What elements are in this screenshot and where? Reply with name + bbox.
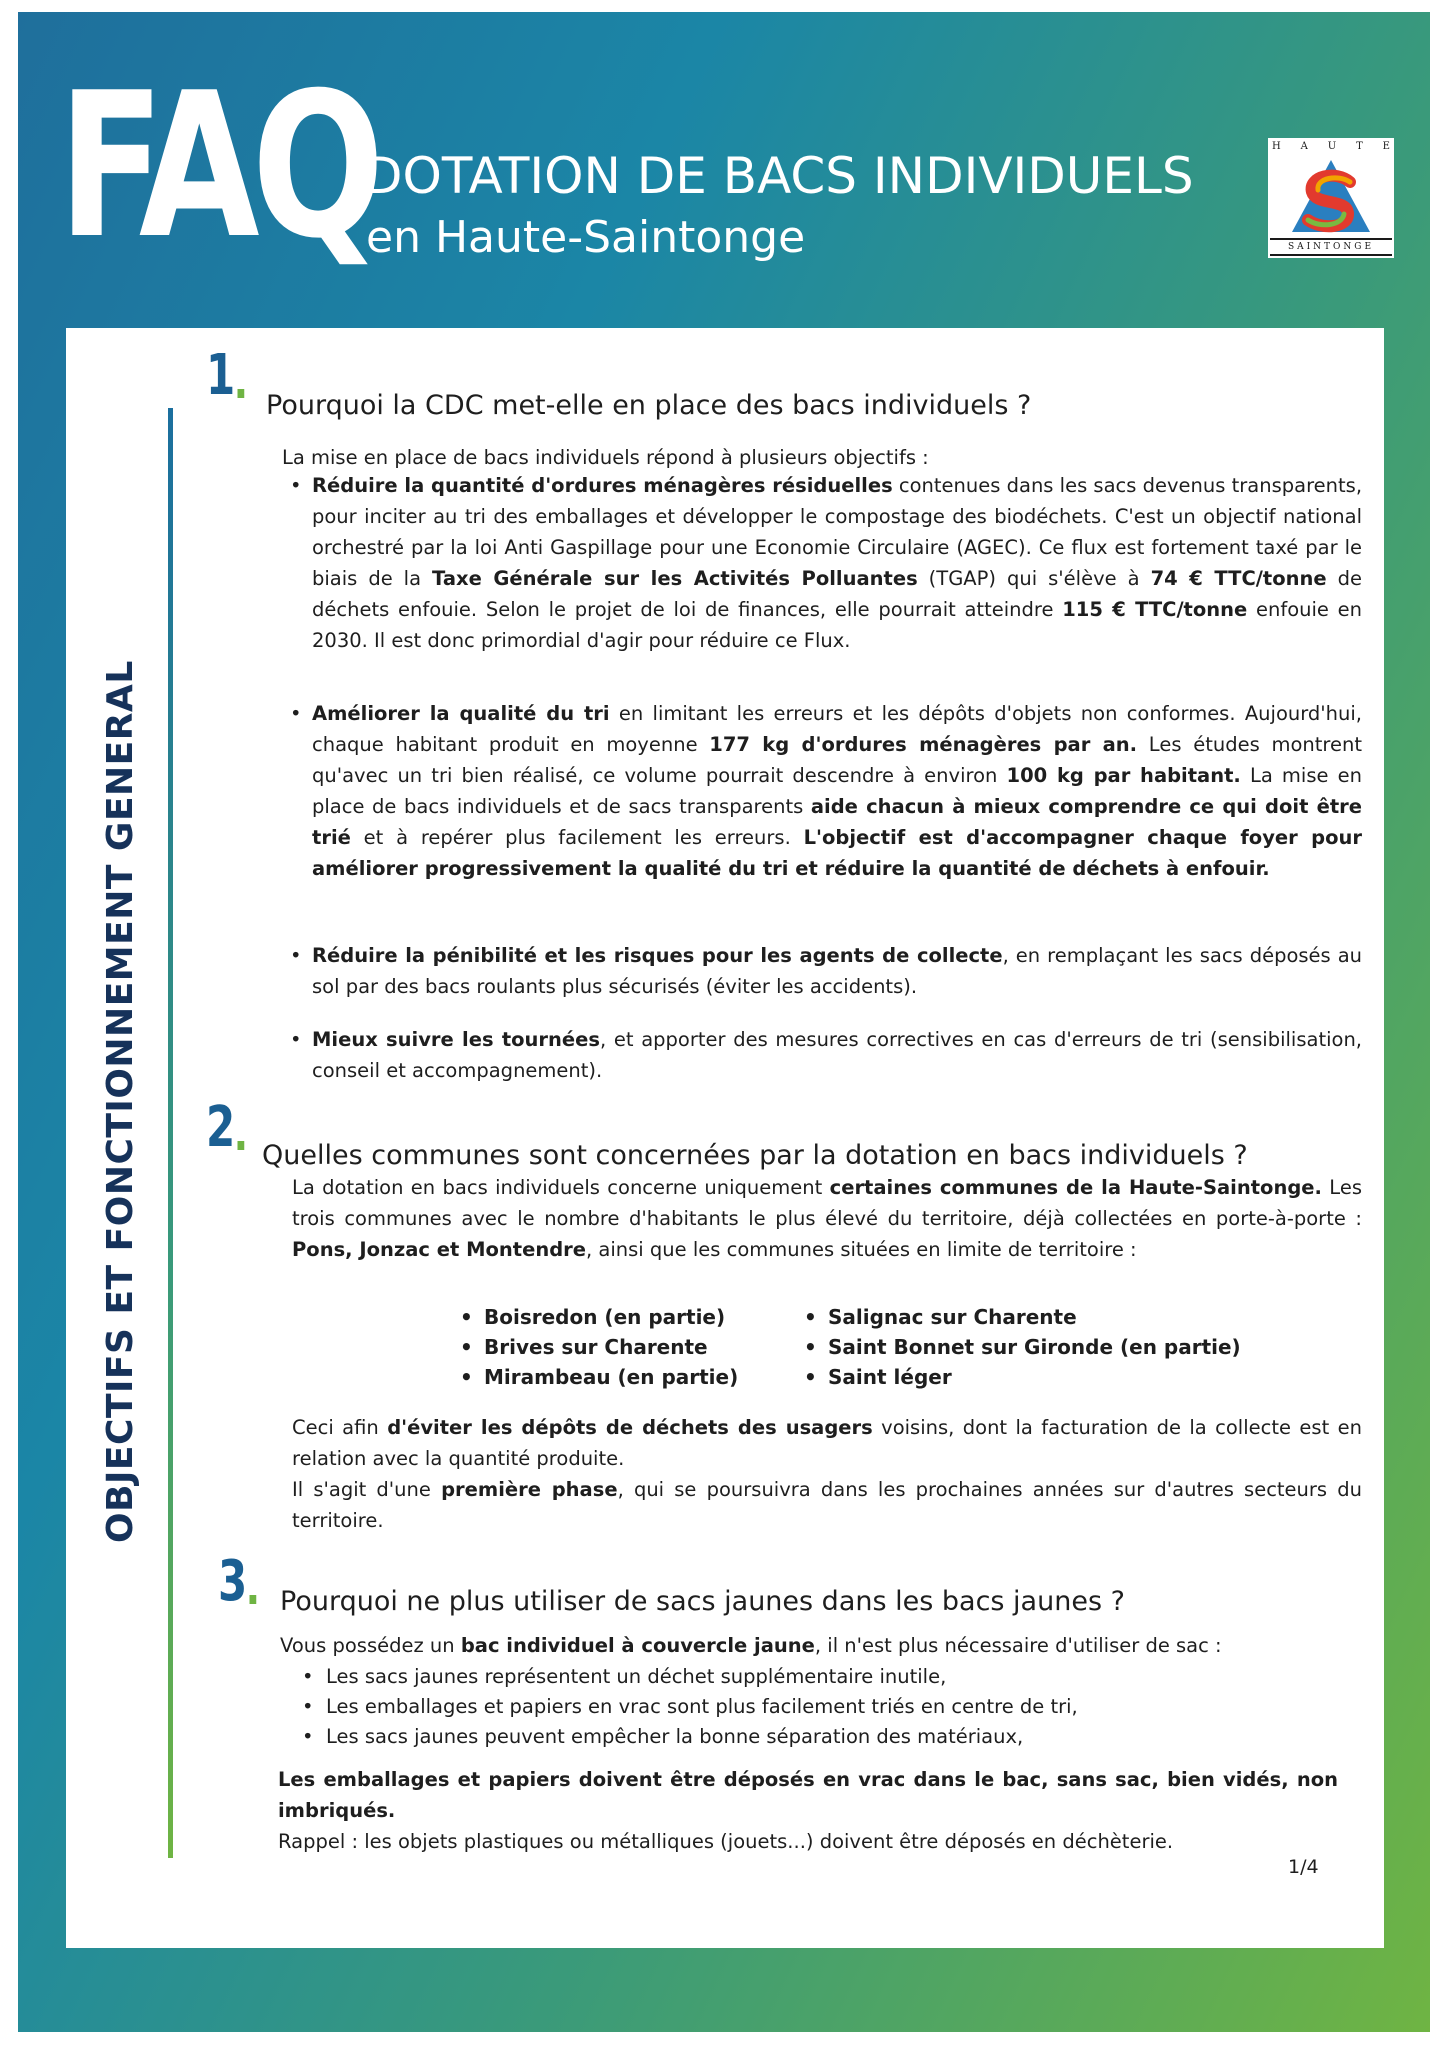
objective-improve-sorting: • Améliorer la qualité du tri en limitant les erreurs et les dépôts d'objets non conformes. Aujourd'hui, chaque habitant produit en moyenne 177 kg d'ordures ménagères par an. Les études montrent qu'avec un tri bien réalisé, ce volume pourrait descendre à environ 100 kg par habitant. La mise en place de bacs individuels et de sacs transparents aide chacun à mieux comprendre ce qui doit être trié et à repérer plus facilement les erreurs. L'objectif est d'accompagner chaque foyer pour améliorer progressivement la qualité du tri et réduire la quantité de déchets à enfouir. bbox=[312, 698, 1362, 884]
yellow-bag-reasons bbox=[302, 1662, 1078, 1752]
section-number: 1 bbox=[206, 343, 236, 408]
list-item: • Salignac sur Charente bbox=[804, 1302, 1241, 1332]
objective-follow-rounds: • Mieux suivre les tournées, et apporter des mesures correctives en cas d'erreurs de tri (sensibilisation, conseil et accompagnement). bbox=[312, 1024, 1362, 1086]
section-number: 2 bbox=[206, 1095, 236, 1160]
avoid-deposits-paragraph: Ceci afin d'éviter les dépôts de déchets des usagers voisins, dont la facturation de la collecte est en relation avec la quantité produite. bbox=[292, 1416, 1362, 1470]
objective-reduce-waste: • Réduire la quantité d'ordures ménagères résiduelles contenues dans les sacs devenus transparents, pour inciter au tri des emballages et développer le compostage des biodéchets. C'est un objectif national orchestré par la loi Anti Gaspillage pour une Economie Circulaire (AGEC). Ce flux est fortement taxé par le biais de la Taxe Générale sur les Activités Polluantes (TGAP) qui s'élève à 74 € TTC/tonne de déchets enfouie. Selon le projet de loi de finances, elle pourrait atteindre 115 € TTC/tonne enfouie en 2030. Il est donc primordial d'agir pour réduire ce Flux. bbox=[312, 470, 1362, 656]
list-item: • Saint Bonnet sur Gironde (en partie) bbox=[804, 1332, 1241, 1362]
yellow-bin-intro: Vous possédez un bac individuel à couvercle jaune, il n'est plus nécessaire d'utiliser de sac : bbox=[280, 1634, 1222, 1657]
brand-bottom-text: SAINTONGE bbox=[1270, 238, 1392, 256]
objective-reduce-hardship: • Réduire la pénibilité et les risques pour les agents de collecte, en remplaçant les sacs déposés au sol par des bacs roulants plus sécurisés (éviter les accidents). bbox=[312, 940, 1362, 1002]
sidebar-section-label: OBJECTIFS ET FONCTIONNEMENT GENERAL bbox=[100, 660, 141, 1543]
content-panel bbox=[66, 328, 1384, 1948]
question-title: Pourquoi la CDC met-elle en place des bacs individuels ? bbox=[266, 390, 1032, 421]
communes-list-right bbox=[804, 1302, 1241, 1392]
question-title: Pourquoi ne plus utiliser de sacs jaunes dans les bacs jaunes ? bbox=[280, 1586, 1125, 1617]
list-item: • Les sacs jaunes peuvent empêcher la bonne séparation des matériaux, bbox=[302, 1722, 1078, 1752]
communes-paragraph: La dotation en bacs individuels concerne uniquement certaines communes de la Haute-Saintonge. Les trois communes avec le nombre d'habitants le plus élevé du territoire, déjà collectées en porte-à-porte : Pons, Jonzac et Montendre, ainsi que les communes situées en limite de territoire : bbox=[292, 1176, 1362, 1261]
list-item: • Les emballages et papiers en vrac sont plus facilement triés en centre de tri, bbox=[302, 1692, 1078, 1722]
first-phase-paragraph: Il s'agit d'une première phase, qui se poursuivra dans les prochaines années sur d'autres secteurs du territoire. bbox=[292, 1478, 1363, 1532]
section-number: 3 bbox=[218, 1549, 248, 1614]
page-subtitle: en Haute-Saintonge bbox=[366, 212, 806, 263]
conclusion-text: Les emballages et papiers doivent être déposés en vrac dans le bac, sans sac, bien vidés, non imbriqués. bbox=[278, 1768, 1338, 1822]
reminder-text: Rappel : les objets plastiques ou métalliques (jouets...) doivent être déposés en déchèterie. bbox=[278, 1830, 1174, 1853]
intro-text: La mise en place de bacs individuels répond à plusieurs objectifs : bbox=[282, 446, 929, 469]
list-item: • Les sacs jaunes représentent un déchet supplémentaire inutile, bbox=[302, 1662, 1078, 1692]
page-title: DOTATION DE BACS INDIVIDUELS bbox=[364, 147, 1194, 205]
list-item: • Saint léger bbox=[804, 1362, 1241, 1392]
haute-saintonge-logo bbox=[1268, 138, 1394, 258]
sidebar-divider bbox=[168, 408, 173, 1858]
brand-top-letters: H A U T E bbox=[1272, 141, 1390, 152]
page-number: 1/4 bbox=[1288, 1856, 1319, 1878]
list-item: • Mirambeau (en partie) bbox=[460, 1362, 738, 1392]
faq-logo: FAQ bbox=[58, 50, 377, 283]
brand-emblem-icon bbox=[1286, 156, 1376, 236]
communes-list-left bbox=[460, 1302, 738, 1392]
list-item: • Boisredon (en partie) bbox=[460, 1302, 738, 1332]
list-item: • Brives sur Charente bbox=[460, 1332, 738, 1362]
question-title: Quelles communes sont concernées par la dotation en bacs individuels ? bbox=[262, 1140, 1248, 1171]
page-background bbox=[18, 12, 1430, 2032]
